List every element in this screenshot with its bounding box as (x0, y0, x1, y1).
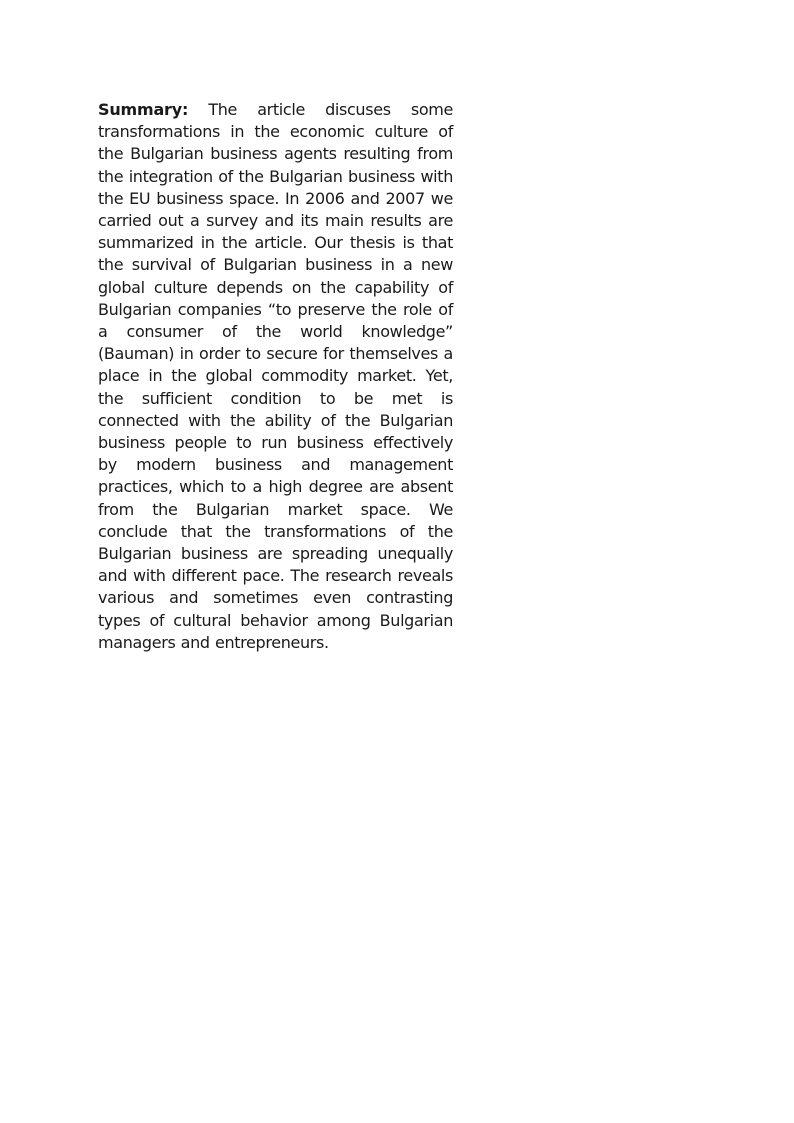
summary-label: Summary: (98, 100, 189, 119)
summary-paragraph (98, 99, 453, 654)
summary-text: The article discuses some transformations in the economic culture of the Bulgarian business agents resulting from the integration of the Bulgarian business with the EU business space. In 2006 and 2007 we carried out a survey and its main results are summarized in the article. Our thesis is that the survival of Bulgarian business in a new global culture depends on the capability of Bulgarian companies “to preserve the role of a consumer of the world knowledge” (Bauman) in order to secure for themselves a place in the global commodity market. Yet, the sufficient condition to be met is connected with the ability of the Bulgarian business people to run business effectively by modern business and management practices, which to a high degree are absent from the Bulgarian market space. We conclude that the transformations of the Bulgarian business are spreading unequally and with different pace. The research reveals various and sometimes even contrasting types of cultural behavior among Bulgarian managers and entrepreneurs. (98, 100, 453, 652)
